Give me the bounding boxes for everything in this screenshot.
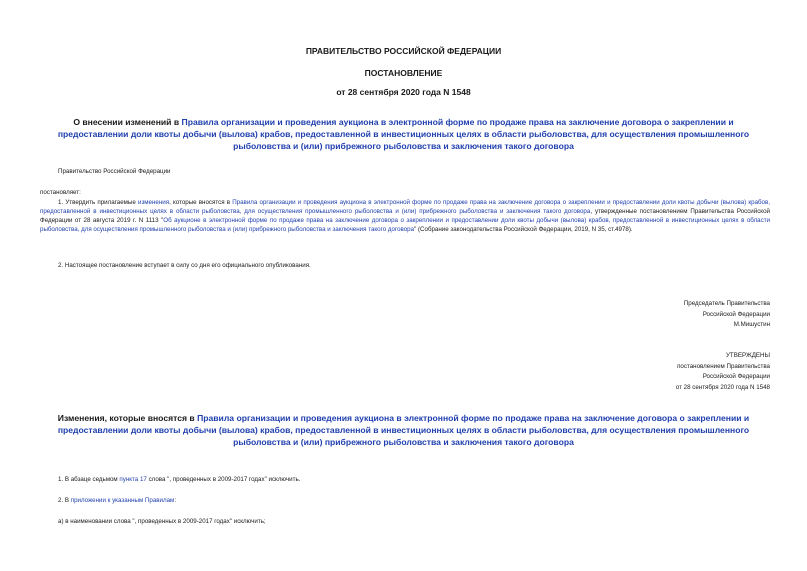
document-title <box>48 116 759 152</box>
rules-link-2[interactable]: Правила организации и проведения аукциона в электронной форме по продаже права на заключение договора о закреплении и предоставлении доли квоты добычи (вылова) крабов, предоставленной в инвестиционных целях в области рыболовства, для осуществления промышленного рыболовства и (или) прибрежного рыболовства и заключения такого договора <box>40 199 771 215</box>
c1-text-b: слова ", проведенных в 2009-2017 годах" исключить. <box>146 476 301 483</box>
rules-link[interactable]: Правила организации и проведения аукциона в электронной форме по продаже права на заключение договора о закреплении и предоставлении доли квоты добычи (вылова) крабов, предоставленной в инвестиционных целях в области рыболовства, для осуществления промышленного рыболовства и (или) прибрежного рыболовства и заключения такого договора <box>57 117 750 151</box>
changes-title <box>44 412 763 448</box>
approved-line-2: постановлением Правительства <box>677 362 770 370</box>
change-item-2a: а) в наименовании слова ", проведенных в 2009-2017 годах" исключить; <box>58 518 266 525</box>
document-type: ПОСТАНОВЛЕНИЕ <box>364 68 443 78</box>
c2-text-a: 2. В <box>58 497 71 504</box>
c1-text-a: 1. В абзаце седьмом <box>58 476 120 483</box>
p1-text-a: 1. Утвердить прилагаемые <box>58 199 138 206</box>
signature-line-1: Председатель Правительства <box>683 300 770 307</box>
appendix-link[interactable]: приложении к указанным Правилам <box>70 497 175 504</box>
title-prefix: О внесении изменений в <box>73 117 182 127</box>
approved-line-1: УТВЕРЖДЕНЫ <box>726 352 770 359</box>
resolution-1113-link[interactable]: Об аукционе в электронной форме по продаже права на заключение договора о закреплении и предоставлении доли квоты добычи (вылова) крабов, предоставленной в инвестиционных целях в области рыболовства, для осуществления промышленного рыболовства и (или) прибрежного рыболовства и заключения такого договора <box>40 217 771 233</box>
resolves-word: постановляет: <box>40 189 81 196</box>
change-item-2 <box>58 496 176 505</box>
p1-text-d: " (Собрание законодательства Российской Федерации, 2019, N 35, ст.4978). <box>414 226 633 233</box>
government-heading: ПРАВИТЕЛЬСТВО РОССИЙСКОЙ ФЕДЕРАЦИИ <box>305 46 502 56</box>
approved-line-3: Российской Федерации <box>702 373 770 380</box>
document-date-number: от 28 сентября 2020 года N 1548 <box>336 87 471 97</box>
approved-line-4: от 28 сентября 2020 года N 1548 <box>675 383 770 391</box>
signature-block <box>684 299 770 331</box>
change-item-1 <box>58 475 300 484</box>
p1-text-c: , утвержденные постановлением Правительства Российской Федерации от 28 августа 2019 г. N 1113 " <box>40 208 770 224</box>
government-line: Правительство Российской Федерации <box>58 168 171 175</box>
approved-block <box>676 351 770 393</box>
changes-title-prefix: Изменения, которые вносятся в <box>57 413 198 423</box>
changes-link[interactable]: изменения <box>138 199 170 206</box>
c2-text-b: : <box>174 497 177 504</box>
paragraph-2: 2. Настоящее постановление вступает в силу со дня его официального опубликования. <box>58 262 311 269</box>
signature-line-2: Российской Федерации <box>702 310 770 318</box>
signature-name: М.Мишустин <box>733 321 770 328</box>
paragraph-1 <box>40 198 770 234</box>
point-17-link[interactable]: пункта 17 <box>119 476 147 483</box>
p1-text-b: , которые вносятся в <box>169 199 233 206</box>
rules-link-3[interactable]: Правила организации и проведения аукциона в электронной форме по продаже права на заключение договора о закреплении и предоставлении доли квоты добычи (вылова) крабов, предоставленной в инвестиционных целях в области рыболовства, для осуществления промышленного рыболовства и (или) прибрежного рыболовства и заключения такого договора <box>57 413 750 447</box>
